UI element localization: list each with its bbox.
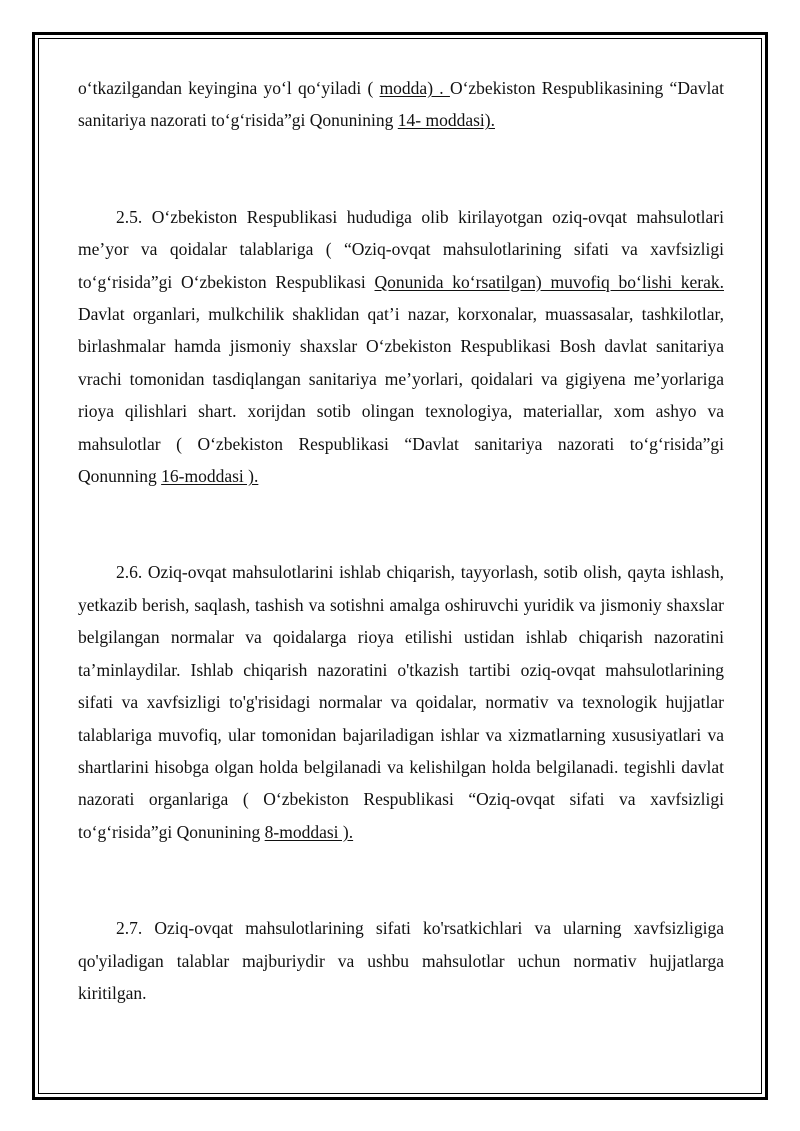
paragraph-2-5: [78, 201, 724, 493]
paragraph-2-7: [78, 912, 724, 1009]
text-run: Davlat organlari, mulkchilik shaklidan qat’i nazar, korxonalar, muassasalar, tashkilotlar, birlashmalar hamda jismoniy shaxslar O‘zbekiston Respublikasi Bosh davlat sanitariya vrachi tomonidan tasdiqlangan sanitariya me’yorlari, qoidalari va gigiyena me’yorlariga rioya qilishlari shart. xorijdan sotib olingan texnologiya, materiallar, xom ashyo va mahsulotlar ( O‘zbekiston Respublikasi “Davlat sanitariya nazorati to‘g‘risida”gi Qonunning: [78, 304, 724, 487]
paragraph-intro: [78, 72, 724, 137]
paragraph-2-6: [78, 556, 724, 848]
text-run: 2.6. Oziq-ovqat mahsulotlarini ishlab chiqarish, tayyorlash, sotib olish, qayta ishlash, yetkazib berish, saqlash, tashish va sotishni amalga oshiruvchi yuridik va jismoniy shaxslar belgilangan normalar va qoidalarga rioya etilishi ustidan ishlab chiqarish nazoratini ta’minlaydilar. Ishlab chiqarish nazoratini o'tkazish tartibi oziq-ovqat mahsulotlarining sifati va xavfsizligi to'g'risidagi normalar va qoidalar, normativ va texnologik hujjatlar talablariga muvofiq, ular tomonidan bajariladigan ishlar va xizmatlarning xususiyatlari va shartlarini hisobga olgan holda belgilanadi va kelishilgan holda belgilanadi. tegishli davlat nazorati organlariga ( O‘zbekiston Respublikasi “Oziq-ovqat sifati va xavfsizligi to‘g‘risida”gi Qonunining: [78, 562, 724, 842]
text-run: O‘zbekiston Respublikasining “Davlat sanitariya nazorati to‘g‘risida”gi Qonunining: [78, 78, 724, 131]
law-reference-link[interactable]: 8-moddasi ).: [264, 821, 354, 842]
text-run: 2.5. O‘zbekiston Respublikasi hududiga olib kirilayotgan oziq-ovqat mahsulotlari me’yor va qoidalar talablariga ( “Oziq-ovqat mahsulotlarining sifati va xavfsizligi to‘g‘risida”gi O‘zbekiston Respublikasi: [78, 206, 724, 292]
text-run: 2.7. Oziq-ovqat mahsulotlarining sifati ko'rsatkichlari va ularning xavfsizligiga qo'yiladigan talablar majburiydir va ushbu mahsulotlar uchun normativ hujjatlarga kiritilgan.: [78, 918, 724, 1003]
law-reference-link[interactable]: 16-moddasi ).: [161, 466, 259, 487]
law-reference-link[interactable]: Qonunida ko‘rsatilgan) muvofiq bo‘lishi kerak.: [374, 271, 724, 292]
law-reference-link[interactable]: modda) .: [379, 78, 450, 98]
document-body: [78, 72, 724, 1009]
text-run: o‘tkazilgandan keyingina yo‘l qo‘yiladi (: [78, 78, 380, 98]
law-reference-link[interactable]: 14- moddasi).: [397, 110, 495, 131]
